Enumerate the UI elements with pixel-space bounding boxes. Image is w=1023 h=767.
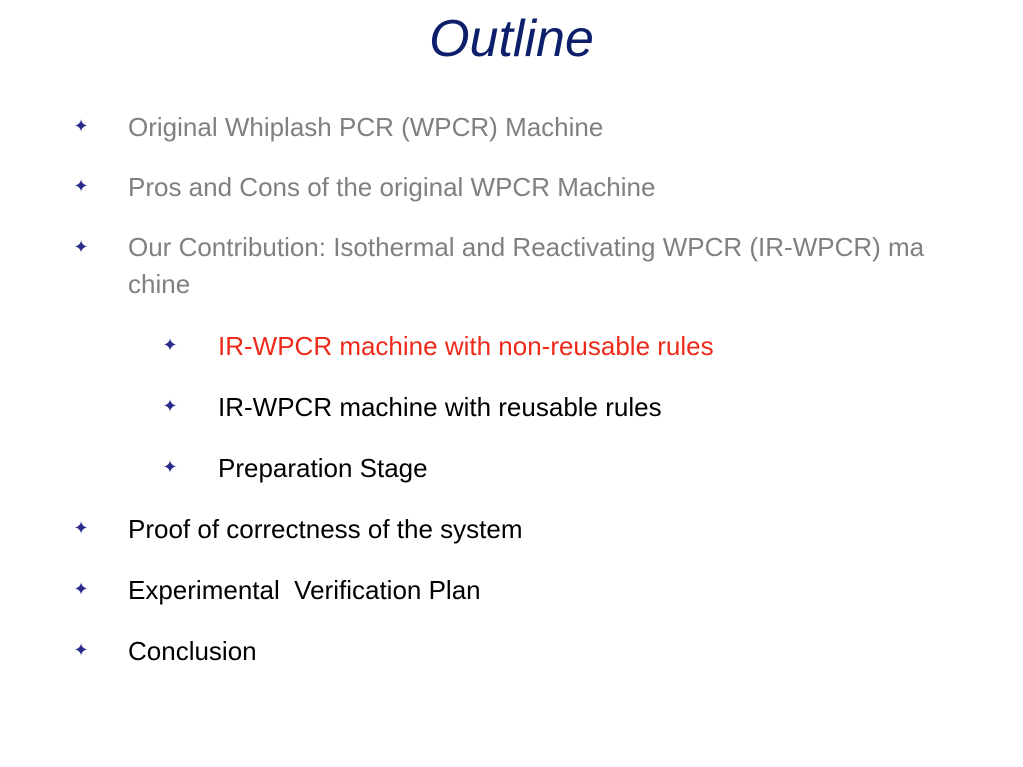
star-bullet-icon: ✦ (162, 396, 178, 417)
star-bullet-icon: ✦ (73, 237, 89, 258)
outline-item-text: Pros and Cons of the original WPCR Machine (128, 172, 656, 202)
outline-item-text: Experimental Verification Plan (128, 575, 481, 605)
star-bullet-icon: ✦ (73, 640, 89, 661)
outline-item-text: Proof of correctness of the system (128, 514, 523, 544)
star-bullet-icon: ✦ (162, 457, 178, 478)
slide-title: Outline (429, 10, 594, 68)
outline-subitem-text: Preparation Stage (218, 453, 428, 483)
star-bullet-icon: ✦ (73, 518, 89, 539)
outline-item-text: Conclusion (128, 636, 257, 666)
outline-item-text: Our Contribution: Isothermal and Reactivating WPCR (IR-WPCR) machine (128, 232, 925, 299)
star-bullet-icon: ✦ (73, 116, 89, 137)
star-bullet-icon: ✦ (73, 176, 89, 197)
outline-subitem-text: IR-WPCR machine with reusable rules (218, 392, 662, 422)
outline-item-text: Original Whiplash PCR (WPCR) Machine (128, 112, 604, 142)
star-bullet-icon: ✦ (162, 335, 178, 356)
star-bullet-icon: ✦ (73, 579, 89, 600)
outline-subitem-text: IR-WPCR machine with non-reusable rules (218, 331, 714, 361)
